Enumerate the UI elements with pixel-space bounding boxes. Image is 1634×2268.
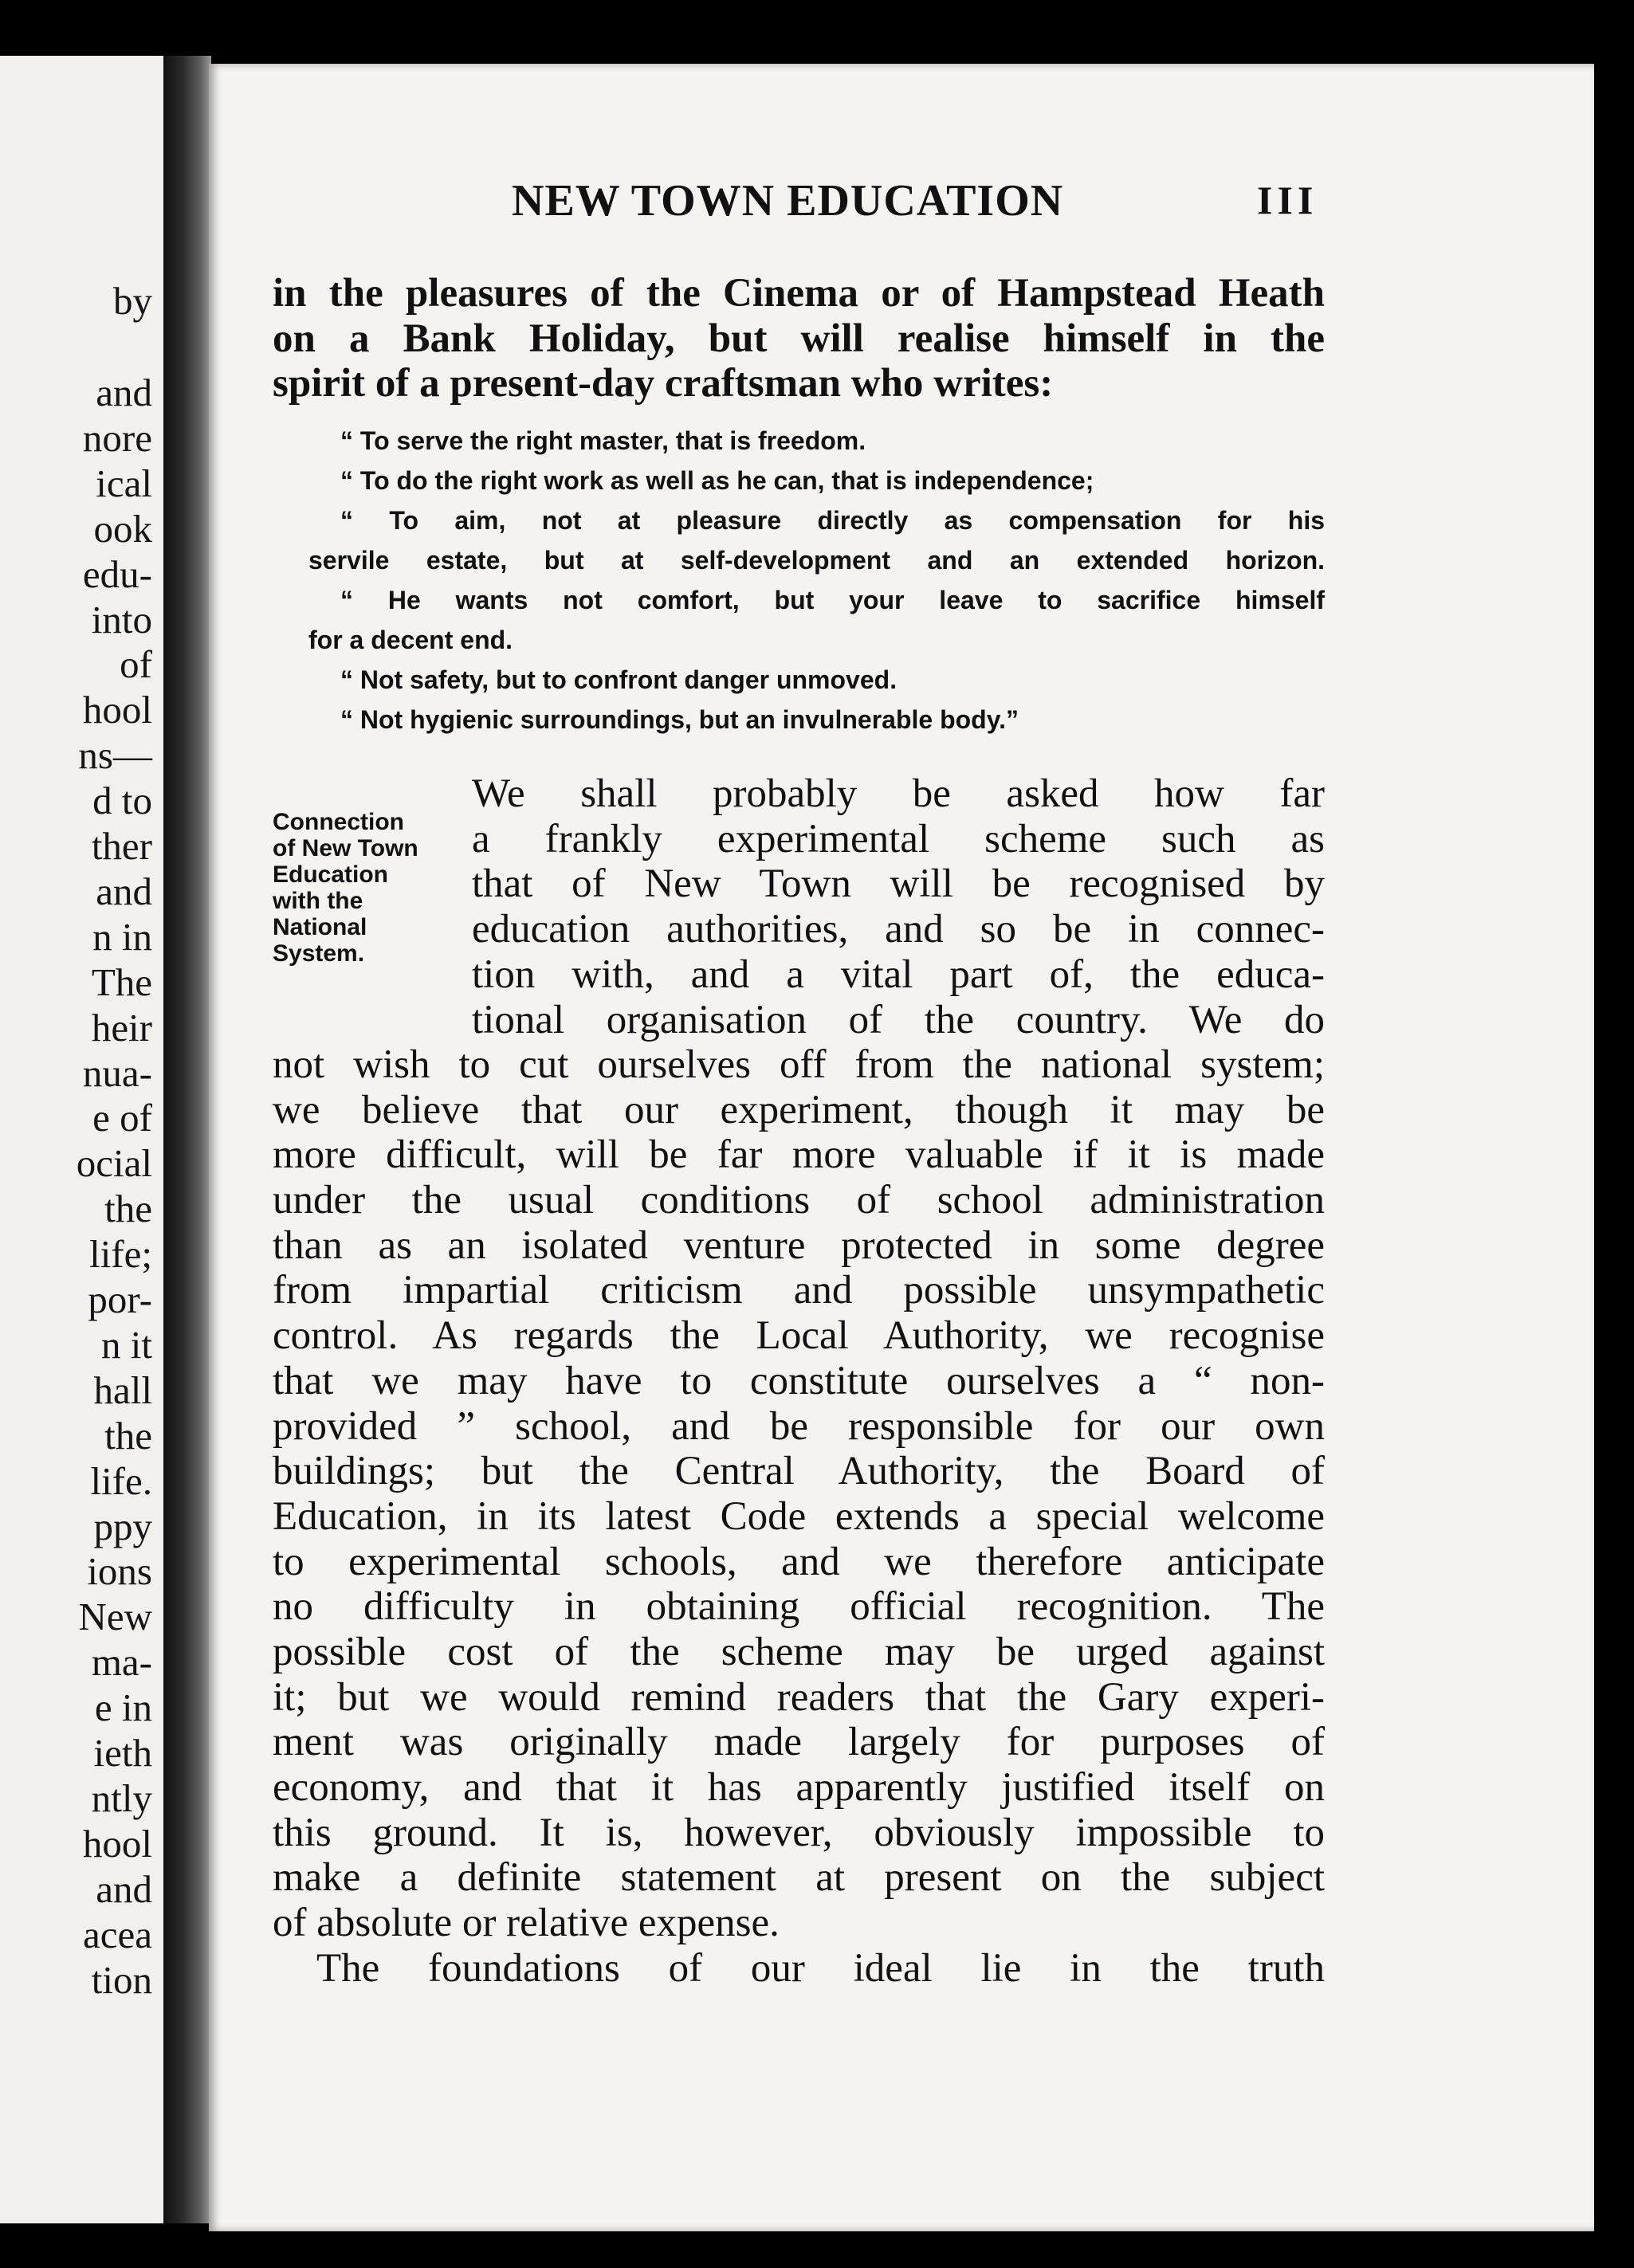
left-page-fragment: and xyxy=(96,1866,152,1911)
quote-line: “ Not hygienic surroundings, but an invulnerable body.” xyxy=(340,705,1019,734)
text-line: spirit of a present-day craftsman who writes: xyxy=(273,361,1054,406)
left-page-fragment: the xyxy=(104,1187,152,1231)
left-page-fragment: the xyxy=(104,1413,152,1458)
quote-line: “ To do the right work as well as he can, that is independence; xyxy=(340,466,1094,495)
main-paragraph xyxy=(273,1042,1325,1991)
running-title: NEW TOWN EDUCATION xyxy=(512,176,1064,226)
left-page-fragment: and xyxy=(96,371,152,414)
quote-line: for a decent end. xyxy=(308,626,513,654)
text-line: more difficult, will be far more valuable if it is made xyxy=(273,1132,1325,1178)
left-page-fragment: por- xyxy=(88,1277,152,1321)
text-line: tion with, and a vital part of, the educa- xyxy=(472,952,1325,997)
text-line: it; but we would remind readers that the Gary experi- xyxy=(273,1674,1325,1720)
left-page-fragment: nua- xyxy=(82,1050,152,1095)
left-page-fragment: of xyxy=(120,642,152,687)
margin-note-line: National xyxy=(273,914,367,940)
left-page-fragment: nore xyxy=(82,415,152,460)
text-line: education authorities, and so be in connec- xyxy=(472,907,1325,952)
left-page-fragment: heir xyxy=(91,1005,152,1050)
running-head xyxy=(209,175,1594,239)
quotation-block xyxy=(308,421,1325,740)
text-line: of absolute or relative expense. xyxy=(273,1901,780,1946)
left-page-fragment: ns— xyxy=(78,733,152,778)
left-page-fragment: life. xyxy=(90,1458,152,1503)
text-line: under the usual conditions of school administration xyxy=(273,1178,1325,1223)
left-page-fragment: life; xyxy=(89,1232,152,1277)
text-line: control. As regards the Local Authority, we recognise xyxy=(273,1313,1325,1359)
left-page-fragment: into xyxy=(91,597,152,642)
text-line: no difficulty in obtaining official recognition. The xyxy=(273,1584,1325,1630)
left-page-fragment: The xyxy=(91,959,152,1004)
book-page xyxy=(209,64,1594,2231)
left-page-fragment: hool xyxy=(82,1821,152,1866)
text-line: to experimental schools, and we therefore anticipate xyxy=(273,1539,1325,1584)
quote-line: “ He wants not comfort, but your leave to sacrifice himself xyxy=(340,586,1325,614)
left-page-fragment: ocial xyxy=(76,1141,152,1186)
margin-note-line: Education xyxy=(273,861,389,888)
text-line: buildings; but the Central Authority, the Board of xyxy=(273,1449,1325,1494)
left-page-fragment: acea xyxy=(83,1912,152,1956)
left-facing-page xyxy=(0,56,163,2223)
quote-line: “ To aim, not at pleasure directly as compensation for his xyxy=(340,506,1325,535)
left-page-fragment: edu- xyxy=(82,551,152,596)
left-page-fragment: ical xyxy=(96,461,152,505)
left-page-fragment: e of xyxy=(92,1096,152,1140)
left-page-fragment: n it xyxy=(101,1322,152,1367)
text-line: tional organisation of the country. We do xyxy=(472,997,1325,1042)
text-line: in the pleasures of the Cinema or of Hampstead Heath xyxy=(273,271,1325,316)
margin-note xyxy=(273,809,488,967)
page-number: III xyxy=(1257,178,1318,222)
quote-line: servile estate, but at self-development and an extended horizon. xyxy=(308,546,1325,575)
left-page-fragment: New xyxy=(78,1595,152,1639)
text-line: Education, in its latest Code extends a special welcome xyxy=(273,1493,1325,1539)
left-page-fragment: n in xyxy=(92,914,152,959)
left-page-fragment: hall xyxy=(93,1367,152,1412)
left-page-fragment: tion xyxy=(91,1957,152,2002)
text-line: than as an isolated venture protected in some degree xyxy=(273,1222,1325,1268)
opening-paragraph xyxy=(273,271,1325,406)
left-page-fragment: e in xyxy=(94,1685,152,1730)
left-page-fragment: ther xyxy=(91,824,152,868)
text-line: that of New Town will be recognised by xyxy=(472,861,1325,907)
text-line: provided ” school, and be responsible for our own xyxy=(273,1403,1325,1449)
text-line: make a definite statement at present on the subject xyxy=(273,1855,1325,1901)
left-page-fragment: by xyxy=(113,279,152,323)
text-line: The foundations of our ideal lie in the truth xyxy=(316,1945,1325,1991)
text-line: not wish to cut ourselves off from the national system; xyxy=(273,1042,1325,1087)
margin-note-line: with the xyxy=(273,888,363,914)
text-line: economy, and that it has apparently justified itself on xyxy=(273,1765,1325,1810)
text-line: We shall probably be asked how far xyxy=(472,771,1325,816)
left-page-fragment: and xyxy=(96,869,152,913)
left-page-fragment: ions xyxy=(87,1549,152,1594)
left-page-fragment: ntly xyxy=(91,1776,152,1820)
text-line: this ground. It is, however, obviously impossible to xyxy=(273,1810,1325,1855)
text-line: that we may have to constitute ourselves a “ non- xyxy=(273,1358,1325,1403)
margin-note-line: Connection xyxy=(273,809,404,835)
text-line: ment was originally made largely for purposes of xyxy=(273,1720,1325,1765)
left-page-fragment: hool xyxy=(82,688,152,732)
margin-note-line: of New Town xyxy=(273,835,418,861)
margin-note-line: System. xyxy=(273,940,365,967)
left-page-fragment: ppy xyxy=(93,1504,152,1548)
text-line: possible cost of the scheme may be urged against xyxy=(273,1629,1325,1674)
left-page-fragment: ma- xyxy=(91,1640,152,1685)
left-page-fragment: ieth xyxy=(93,1731,152,1775)
text-line: a frankly experimental scheme such as xyxy=(472,816,1325,861)
quote-line: “ To serve the right master, that is freedom. xyxy=(340,426,866,455)
left-page-fragment: d to xyxy=(92,779,152,823)
text-line: from impartial criticism and possible unsympathetic xyxy=(273,1268,1325,1313)
text-line: we believe that our experiment, though it may be xyxy=(273,1087,1325,1132)
left-page-fragment: ook xyxy=(93,506,152,551)
quote-line: “ Not safety, but to confront danger unmoved. xyxy=(340,665,898,694)
text-line: on a Bank Holiday, but will realise himself in the xyxy=(273,316,1325,361)
book-gutter xyxy=(163,56,211,2223)
